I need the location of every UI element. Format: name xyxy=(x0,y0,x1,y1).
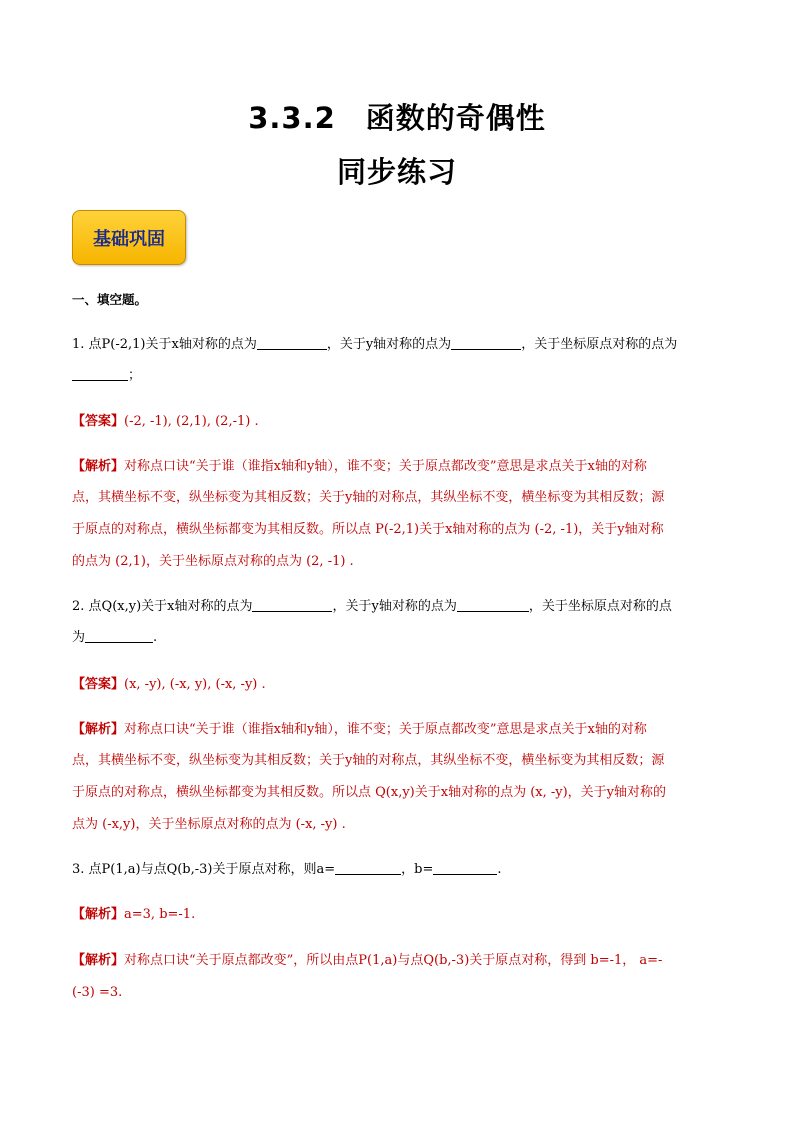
analysis-tag: 【解析】 xyxy=(72,953,125,968)
question-1-cont xyxy=(72,368,141,384)
answer-blank[interactable] xyxy=(85,630,153,643)
answer-tag: 【答案】 xyxy=(72,677,125,692)
answer-text: (-2, -1), (2,1), (2,-1) . xyxy=(124,414,259,429)
analysis-3-line-2: (-3) =3. xyxy=(72,985,123,1000)
question-text: 3. 点P(1,a)与点Q(b,-3)关于原点对称，则a= xyxy=(72,862,336,877)
analysis-2-line-1 xyxy=(72,722,647,738)
answer-tag: 【答案】 xyxy=(72,414,125,429)
question-3 xyxy=(72,862,502,878)
answer-blank[interactable] xyxy=(457,599,529,612)
question-2-cont xyxy=(72,630,157,646)
answer-2 xyxy=(72,677,266,693)
answer-tag: 【解析】 xyxy=(72,907,125,922)
question-text: ，b= xyxy=(401,862,434,877)
analysis-tag: 【解析】 xyxy=(72,459,125,474)
analysis-1-line-1 xyxy=(72,459,647,475)
section-badge: 基础巩固 xyxy=(72,210,186,265)
answer-blank[interactable] xyxy=(335,862,401,875)
question-text: 2. 点Q(x,y)关于x轴对称的点为 xyxy=(72,599,253,614)
question-1 xyxy=(72,337,677,353)
analysis-2-line-2: 点，其横坐标不变，纵坐标变为其相反数；关于y轴的对称点，其纵坐标不变，横坐标变为其相反数；源 xyxy=(72,753,665,768)
answer-blank[interactable] xyxy=(451,337,521,350)
question-2 xyxy=(72,599,672,615)
question-text: 1. 点P(-2,1)关于x轴对称的点为 xyxy=(72,337,257,352)
question-text: . xyxy=(153,630,158,645)
question-text: ； xyxy=(128,368,142,383)
section-heading: 一、填空题。 xyxy=(72,292,148,307)
answer-blank[interactable] xyxy=(252,599,332,612)
answer-text: a=3, b=-1. xyxy=(124,907,196,922)
analysis-1-line-2: 点，其横坐标不变，纵坐标变为其相反数；关于y轴的对称点，其纵坐标不变，横坐标变为其相反数；源 xyxy=(72,490,665,505)
page-title: 3.3.2 函数的奇偶性 xyxy=(248,101,546,135)
analysis-3-line-1 xyxy=(72,953,662,969)
analysis-1-line-4: 的点为 (2,1)，关于坐标原点对称的点为 (2, -1) . xyxy=(72,554,354,569)
page-subtitle: 同步练习 xyxy=(336,155,457,189)
analysis-2-line-3: 于原点的对称点，横纵坐标都变为其相反数。所以点 Q(x,y)关于x轴对称的点为 (x, -y)，关于y轴对称的 xyxy=(72,785,667,800)
answer-blank[interactable] xyxy=(257,337,327,350)
analysis-text: 对称点口诀“关于谁（谁指x轴和y轴），谁不变；关于原点都改变”意思是求点关于x轴的对称 xyxy=(124,722,647,737)
answer-1 xyxy=(72,414,259,430)
answer-text: (x, -y), (-x, y), (-x, -y) . xyxy=(124,677,266,692)
answer-blank[interactable] xyxy=(72,368,128,381)
question-text: ，关于坐标原点对称的点 xyxy=(528,599,672,614)
analysis-text: 对称点口诀“关于谁（谁指x轴和y轴），谁不变；关于原点都改变”意思是求点关于x轴的对称 xyxy=(124,459,647,474)
question-text: ，关于y轴对称的点为 xyxy=(332,599,457,614)
analysis-2-line-4: 点为 (-x,y)，关于坐标原点对称的点为 (-x, -y) . xyxy=(72,817,346,832)
answer-blank[interactable] xyxy=(433,862,497,875)
question-text: . xyxy=(497,862,502,877)
question-text: 为 xyxy=(72,630,86,645)
question-text: ，关于坐标原点对称的点为 xyxy=(521,337,678,352)
answer-3 xyxy=(72,907,195,923)
analysis-text: 对称点口诀“关于原点都改变”，所以由点P(1,a)与点Q(b,-3)关于原点对称，得到 b=-1， a=- xyxy=(124,953,663,968)
question-text: ，关于y轴对称的点为 xyxy=(326,337,452,352)
analysis-1-line-3: 于原点的对称点，横纵坐标都变为其相反数。所以点 P(-2,1)关于x轴对称的点为 (-2, -1)，关于y轴对称 xyxy=(72,522,664,537)
analysis-tag: 【解析】 xyxy=(72,722,125,737)
